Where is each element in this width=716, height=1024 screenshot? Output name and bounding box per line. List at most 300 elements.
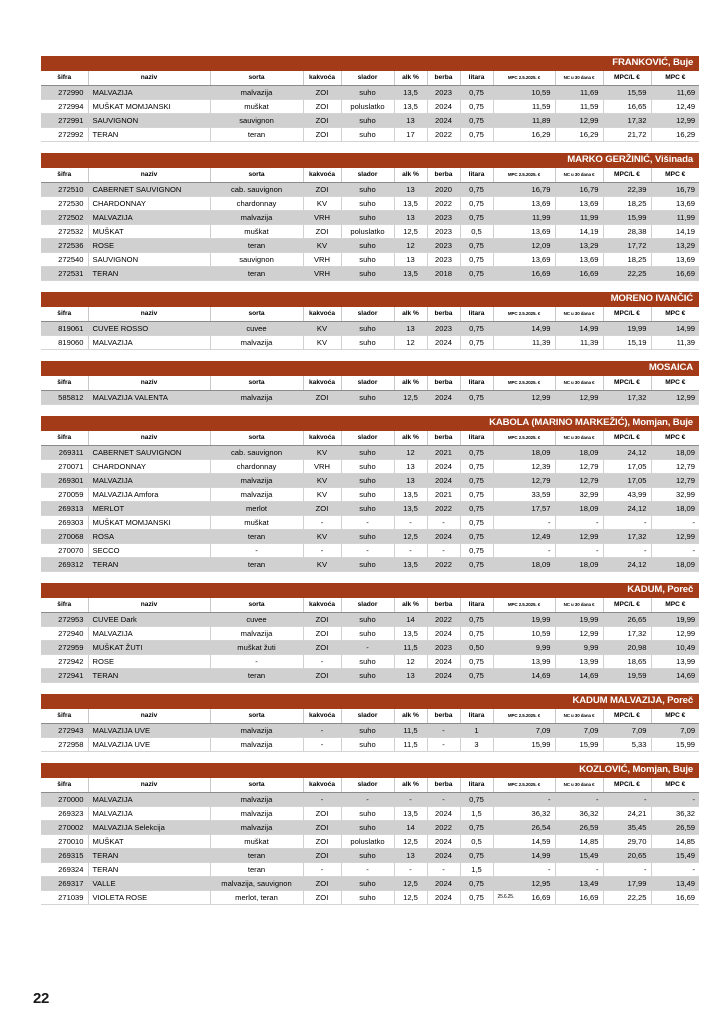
- cell-mpc: 13,29: [651, 239, 699, 253]
- cell-berba: -: [427, 793, 460, 807]
- cell-alk: 14: [394, 821, 427, 835]
- cell-alk: -: [394, 544, 427, 558]
- cell-mpcl: 15,19: [603, 336, 651, 350]
- cell-sorta: malvazija: [210, 724, 303, 738]
- cell-sifra: 272941: [41, 669, 88, 683]
- cell-mpcl: 7,09: [603, 724, 651, 738]
- cell-nc30: 16,29: [555, 128, 603, 142]
- cell-sifra: 270010: [41, 835, 88, 849]
- cell-sorta: chardonnay: [210, 197, 303, 211]
- column-header-naziv: naziv: [88, 598, 210, 613]
- cell-berba: 2022: [427, 821, 460, 835]
- producer-name: KOZLOVIĆ, Momjan, Buje: [41, 763, 699, 778]
- cell-alk: 13,5: [394, 197, 427, 211]
- cell-mpc: 26,59: [651, 821, 699, 835]
- cell-berba: 2023: [427, 322, 460, 336]
- cell-nc30: 9,99: [555, 641, 603, 655]
- cell-alk: 17: [394, 128, 427, 142]
- table-row: [41, 793, 699, 807]
- cell-mpc: 13,69: [651, 197, 699, 211]
- cell-berba: 2024: [427, 336, 460, 350]
- table-row: [41, 502, 699, 516]
- column-header-mpc: MPC €: [651, 71, 699, 86]
- cell-nc30: 16,69: [555, 891, 603, 905]
- column-header-mpc: MPC €: [651, 598, 699, 613]
- cell-naziv: MUŠKAT: [88, 835, 210, 849]
- column-header-sifra: šifra: [41, 168, 88, 183]
- cell-sifra: 272532: [41, 225, 88, 239]
- column-header-sifra: šifra: [41, 307, 88, 322]
- cell-alk: 12: [394, 655, 427, 669]
- cell-alk: 12: [394, 446, 427, 460]
- column-header-slador: slador: [341, 307, 394, 322]
- cell-mpcl: 19,59: [603, 669, 651, 683]
- column-header-mpc1: MPC 2.5.2025. €: [493, 376, 555, 391]
- table-row: [41, 460, 699, 474]
- cell-nc30: 7,09: [555, 724, 603, 738]
- cell-sifra: 272953: [41, 613, 88, 627]
- cell-slador: suho: [341, 488, 394, 502]
- cell-kakvoca: ZOI: [303, 849, 341, 863]
- column-header-sorta: sorta: [210, 168, 303, 183]
- cell-kakvoca: ZOI: [303, 225, 341, 239]
- cell-sifra: 272959: [41, 641, 88, 655]
- table-row: [41, 391, 699, 405]
- table-row: [41, 821, 699, 835]
- column-header-naziv: naziv: [88, 307, 210, 322]
- cell-litara: 0,75: [460, 891, 493, 905]
- cell-slador: suho: [341, 474, 394, 488]
- cell-mpc1: 11,59: [493, 100, 555, 114]
- cell-naziv: CUVEE Dark: [88, 613, 210, 627]
- cell-alk: -: [394, 516, 427, 530]
- cell-litara: 0,75: [460, 267, 493, 281]
- cell-slador: -: [341, 863, 394, 877]
- column-header-kakvoca: kakvoća: [303, 431, 341, 446]
- cell-alk: 13: [394, 183, 427, 197]
- cell-berba: 2024: [427, 877, 460, 891]
- cell-slador: poluslatko: [341, 100, 394, 114]
- cell-sorta: cab. sauvignon: [210, 446, 303, 460]
- table-row: [41, 891, 699, 905]
- cell-naziv: MUŠKAT ŽUTI: [88, 641, 210, 655]
- cell-berba: -: [427, 863, 460, 877]
- cell-sorta: muškat: [210, 835, 303, 849]
- cell-slador: suho: [341, 391, 394, 405]
- column-header-mpcl: MPC/L €: [603, 709, 651, 724]
- table-row: [41, 530, 699, 544]
- cell-nc30: 16,79: [555, 183, 603, 197]
- cell-naziv: CABERNET SAUVIGNON: [88, 183, 210, 197]
- cell-alk: 13: [394, 849, 427, 863]
- cell-nc30: 19,99: [555, 613, 603, 627]
- producer-name: KADUM MALVAZIJA, Poreč: [41, 694, 699, 709]
- cell-sifra: 272530: [41, 197, 88, 211]
- table-row: [41, 613, 699, 627]
- cell-alk: 13,5: [394, 267, 427, 281]
- cell-berba: 2022: [427, 128, 460, 142]
- column-header-sifra: šifra: [41, 71, 88, 86]
- cell-naziv: MALVAZIJA Amfora: [88, 488, 210, 502]
- cell-berba: 2024: [427, 655, 460, 669]
- cell-mpcl: 24,12: [603, 446, 651, 460]
- cell-litara: 0,75: [460, 336, 493, 350]
- cell-mpc1: -: [493, 516, 555, 530]
- column-header-mpcl: MPC/L €: [603, 71, 651, 86]
- cell-mpcl: 17,05: [603, 460, 651, 474]
- cell-mpc1: 14,99: [493, 849, 555, 863]
- cell-berba: 2024: [427, 627, 460, 641]
- cell-alk: 13: [394, 114, 427, 128]
- cell-nc30: 15,49: [555, 849, 603, 863]
- column-header-row: [41, 71, 699, 86]
- column-header-nc30: NC u 30 dana €: [555, 431, 603, 446]
- cell-kakvoca: ZOI: [303, 114, 341, 128]
- column-header-litara: litara: [460, 598, 493, 613]
- table-row: [41, 516, 699, 530]
- table-row: [41, 877, 699, 891]
- cell-mpcl: 17,05: [603, 474, 651, 488]
- cell-mpcl: 17,32: [603, 391, 651, 405]
- cell-alk: 13,5: [394, 558, 427, 572]
- cell-litara: 0,75: [460, 627, 493, 641]
- cell-mpc: 12,79: [651, 474, 699, 488]
- cell-berba: 2023: [427, 641, 460, 655]
- cell-kakvoca: ZOI: [303, 502, 341, 516]
- cell-mpc1: 14,69: [493, 669, 555, 683]
- cell-mpcl: 20,65: [603, 849, 651, 863]
- cell-slador: suho: [341, 86, 394, 100]
- cell-mpc1: 18,09: [493, 446, 555, 460]
- cell-kakvoca: KV: [303, 322, 341, 336]
- cell-slador: -: [341, 516, 394, 530]
- cell-slador: suho: [341, 849, 394, 863]
- column-header-berba: berba: [427, 709, 460, 724]
- cell-litara: 0,75: [460, 253, 493, 267]
- cell-berba: 2021: [427, 488, 460, 502]
- cell-litara: 0,75: [460, 391, 493, 405]
- cell-alk: 13,5: [394, 627, 427, 641]
- cell-mpcl: 22,39: [603, 183, 651, 197]
- column-header-slador: slador: [341, 709, 394, 724]
- cell-naziv: TERAN: [88, 669, 210, 683]
- cell-kakvoca: KV: [303, 446, 341, 460]
- cell-berba: -: [427, 738, 460, 752]
- cell-slador: suho: [341, 502, 394, 516]
- producer-banner: [41, 416, 699, 431]
- cell-litara: 0,75: [460, 100, 493, 114]
- column-header-berba: berba: [427, 598, 460, 613]
- cell-sifra: 270068: [41, 530, 88, 544]
- cell-berba: 2024: [427, 474, 460, 488]
- cell-mpc: 10,49: [651, 641, 699, 655]
- cell-alk: 13: [394, 322, 427, 336]
- cell-nc30: 18,09: [555, 446, 603, 460]
- cell-mpc1: 16,79: [493, 183, 555, 197]
- cell-alk: 11,5: [394, 641, 427, 655]
- cell-litara: 0,75: [460, 821, 493, 835]
- cell-naziv: MALVAZIJA: [88, 336, 210, 350]
- cell-berba: -: [427, 516, 460, 530]
- cell-sorta: malvazija: [210, 627, 303, 641]
- column-header-sifra: šifra: [41, 778, 88, 793]
- cell-alk: 13: [394, 460, 427, 474]
- cell-mpc1: 13,69: [493, 197, 555, 211]
- column-header-row: [41, 376, 699, 391]
- cell-nc30: -: [555, 863, 603, 877]
- column-header-sorta: sorta: [210, 598, 303, 613]
- column-header-litara: litara: [460, 709, 493, 724]
- cell-kakvoca: VRH: [303, 211, 341, 225]
- column-header-nc30: NC u 30 dana €: [555, 709, 603, 724]
- cell-naziv: CABERNET SAUVIGNON: [88, 446, 210, 460]
- cell-sifra: 269311: [41, 446, 88, 460]
- cell-mpc1: 13,99: [493, 655, 555, 669]
- cell-sifra: 269323: [41, 807, 88, 821]
- cell-mpcl: 29,70: [603, 835, 651, 849]
- cell-nc30: 13,99: [555, 655, 603, 669]
- cell-mpc1: 11,39: [493, 336, 555, 350]
- column-header-nc30: NC u 30 dana €: [555, 376, 603, 391]
- cell-mpcl: 20,98: [603, 641, 651, 655]
- cell-kakvoca: ZOI: [303, 627, 341, 641]
- cell-alk: 13: [394, 669, 427, 683]
- cell-berba: 2024: [427, 114, 460, 128]
- cell-litara: 0,75: [460, 183, 493, 197]
- table-row: [41, 446, 699, 460]
- column-header-slador: slador: [341, 168, 394, 183]
- cell-slador: suho: [341, 322, 394, 336]
- column-header-slador: slador: [341, 598, 394, 613]
- cell-slador: poluslatko: [341, 835, 394, 849]
- cell-slador: suho: [341, 669, 394, 683]
- column-header-mpcl: MPC/L €: [603, 376, 651, 391]
- column-header-kakvoca: kakvoća: [303, 709, 341, 724]
- table-row: [41, 100, 699, 114]
- cell-alk: 13: [394, 211, 427, 225]
- cell-kakvoca: ZOI: [303, 183, 341, 197]
- column-header-sifra: šifra: [41, 709, 88, 724]
- column-header-sorta: sorta: [210, 431, 303, 446]
- table-row: [41, 544, 699, 558]
- cell-nc30: 14,85: [555, 835, 603, 849]
- cell-slador: -: [341, 641, 394, 655]
- cell-nc30: 13,69: [555, 253, 603, 267]
- cell-nc30: 12,79: [555, 460, 603, 474]
- cell-nc30: -: [555, 793, 603, 807]
- cell-sorta: malvazija: [210, 211, 303, 225]
- cell-slador: suho: [341, 738, 394, 752]
- cell-alk: 13,5: [394, 502, 427, 516]
- cell-mpc: 12,99: [651, 391, 699, 405]
- cell-mpc: 16,69: [651, 891, 699, 905]
- cell-sorta: malvazija: [210, 738, 303, 752]
- cell-kakvoca: ZOI: [303, 100, 341, 114]
- producer-table: [41, 763, 699, 905]
- cell-naziv: CHARDONNAY: [88, 197, 210, 211]
- cell-nc30: 11,59: [555, 100, 603, 114]
- column-header-mpcl: MPC/L €: [603, 431, 651, 446]
- column-header-alk: alk %: [394, 307, 427, 322]
- cell-mpcl: 24,21: [603, 807, 651, 821]
- cell-mpcl: -: [603, 516, 651, 530]
- cell-sorta: teran: [210, 239, 303, 253]
- cell-litara: 0,75: [460, 544, 493, 558]
- column-header-mpcl: MPC/L €: [603, 168, 651, 183]
- cell-naziv: MALVAZIJA VALENTA: [88, 391, 210, 405]
- producer-banner: [41, 292, 699, 307]
- cell-alk: 11,5: [394, 738, 427, 752]
- cell-litara: 0,75: [460, 516, 493, 530]
- cell-sifra: 272942: [41, 655, 88, 669]
- cell-sifra: 270070: [41, 544, 88, 558]
- column-header-slador: slador: [341, 71, 394, 86]
- cell-sorta: muškat: [210, 225, 303, 239]
- cell-alk: 12: [394, 336, 427, 350]
- cell-litara: 0,5: [460, 225, 493, 239]
- cell-slador: suho: [341, 891, 394, 905]
- column-header-kakvoca: kakvoća: [303, 71, 341, 86]
- cell-mpc: 12,99: [651, 627, 699, 641]
- column-header-sifra: šifra: [41, 598, 88, 613]
- cell-sorta: malvazija: [210, 391, 303, 405]
- table-row: [41, 86, 699, 100]
- column-header-naziv: naziv: [88, 71, 210, 86]
- table-row: [41, 336, 699, 350]
- column-header-row: [41, 598, 699, 613]
- producer-banner: [41, 56, 699, 71]
- column-header-sorta: sorta: [210, 376, 303, 391]
- cell-kakvoca: -: [303, 738, 341, 752]
- cell-mpc: 36,32: [651, 807, 699, 821]
- cell-slador: suho: [341, 267, 394, 281]
- cell-sorta: malvazija: [210, 488, 303, 502]
- cell-mpcl: 43,99: [603, 488, 651, 502]
- cell-sifra: 272531: [41, 267, 88, 281]
- cell-naziv: SAUVIGNON: [88, 114, 210, 128]
- cell-sifra: 271039: [41, 891, 88, 905]
- cell-litara: 0,75: [460, 446, 493, 460]
- producer-banner: [41, 694, 699, 709]
- cell-mpc1: 13,69: [493, 253, 555, 267]
- cell-berba: 2024: [427, 669, 460, 683]
- cell-slador: suho: [341, 211, 394, 225]
- cell-mpc1: 19,99: [493, 613, 555, 627]
- column-header-mpc: MPC €: [651, 307, 699, 322]
- cell-naziv: VIOLETA ROSE: [88, 891, 210, 905]
- cell-mpcl: 19,99: [603, 322, 651, 336]
- cell-sifra: 269313: [41, 502, 88, 516]
- cell-mpc: 18,09: [651, 558, 699, 572]
- cell-mpc1: 14,59: [493, 835, 555, 849]
- cell-mpc1: 14,99: [493, 322, 555, 336]
- table-row: [41, 724, 699, 738]
- cell-nc30: 12,99: [555, 530, 603, 544]
- cell-alk: -: [394, 793, 427, 807]
- cell-mpc1: 11,89: [493, 114, 555, 128]
- cell-berba: 2021: [427, 446, 460, 460]
- cell-kakvoca: VRH: [303, 460, 341, 474]
- cell-mpc: 14,19: [651, 225, 699, 239]
- table-row: [41, 738, 699, 752]
- column-header-naziv: naziv: [88, 709, 210, 724]
- cell-mpc1: 12,09: [493, 239, 555, 253]
- column-header-row: [41, 168, 699, 183]
- cell-litara: 0,75: [460, 849, 493, 863]
- cell-mpc: 16,29: [651, 128, 699, 142]
- cell-sorta: malvazija: [210, 807, 303, 821]
- column-header-litara: litara: [460, 376, 493, 391]
- cell-litara: 3: [460, 738, 493, 752]
- producer-table: [41, 292, 699, 350]
- cell-sorta: malvazija: [210, 821, 303, 835]
- cell-naziv: ROSE: [88, 655, 210, 669]
- cell-nc30: 14,99: [555, 322, 603, 336]
- cell-mpc: 19,99: [651, 613, 699, 627]
- cell-litara: 0,75: [460, 211, 493, 225]
- column-header-nc30: NC u 30 dana €: [555, 598, 603, 613]
- cell-sifra: 585812: [41, 391, 88, 405]
- column-header-naziv: naziv: [88, 778, 210, 793]
- cell-naziv: VALLE: [88, 877, 210, 891]
- cell-mpcl: 24,12: [603, 502, 651, 516]
- column-header-naziv: naziv: [88, 168, 210, 183]
- cell-mpc1: 18,09: [493, 558, 555, 572]
- cell-sorta: merlot: [210, 502, 303, 516]
- cell-kakvoca: ZOI: [303, 86, 341, 100]
- cell-litara: 0,75: [460, 613, 493, 627]
- cell-sifra: 270059: [41, 488, 88, 502]
- cell-kakvoca: KV: [303, 336, 341, 350]
- cell-sifra: 270002: [41, 821, 88, 835]
- price-date-stamp: 25.6.25.: [497, 894, 514, 900]
- table-row: [41, 114, 699, 128]
- cell-berba: 2024: [427, 849, 460, 863]
- cell-litara: 0,50: [460, 641, 493, 655]
- producer-name: FRANKOVIĆ, Buje: [41, 56, 699, 71]
- cell-mpc1: [493, 891, 555, 905]
- cell-mpcl: 24,12: [603, 558, 651, 572]
- cell-litara: 0,75: [460, 322, 493, 336]
- cell-slador: suho: [341, 558, 394, 572]
- cell-naziv: MALVAZIJA: [88, 793, 210, 807]
- cell-mpc: 12,79: [651, 460, 699, 474]
- cell-kakvoca: ZOI: [303, 891, 341, 905]
- cell-mpc1: 7,09: [493, 724, 555, 738]
- table-row: [41, 641, 699, 655]
- column-header-litara: litara: [460, 307, 493, 322]
- cell-alk: 12,5: [394, 877, 427, 891]
- cell-mpcl: 15,59: [603, 86, 651, 100]
- cell-mpc1: -: [493, 863, 555, 877]
- cell-mpcl: 17,99: [603, 877, 651, 891]
- column-header-row: [41, 307, 699, 322]
- cell-slador: suho: [341, 627, 394, 641]
- column-header-mpcl: MPC/L €: [603, 778, 651, 793]
- cell-nc30: 13,69: [555, 197, 603, 211]
- cell-mpcl: 22,25: [603, 267, 651, 281]
- cell-mpc1: 12,95: [493, 877, 555, 891]
- column-header-slador: slador: [341, 778, 394, 793]
- column-header-sorta: sorta: [210, 71, 303, 86]
- cell-litara: 0,75: [460, 655, 493, 669]
- column-header-berba: berba: [427, 778, 460, 793]
- column-header-litara: litara: [460, 431, 493, 446]
- cell-berba: 2024: [427, 807, 460, 821]
- column-header-berba: berba: [427, 71, 460, 86]
- cell-mpc1: 13,69: [493, 225, 555, 239]
- producer-table: [41, 583, 699, 683]
